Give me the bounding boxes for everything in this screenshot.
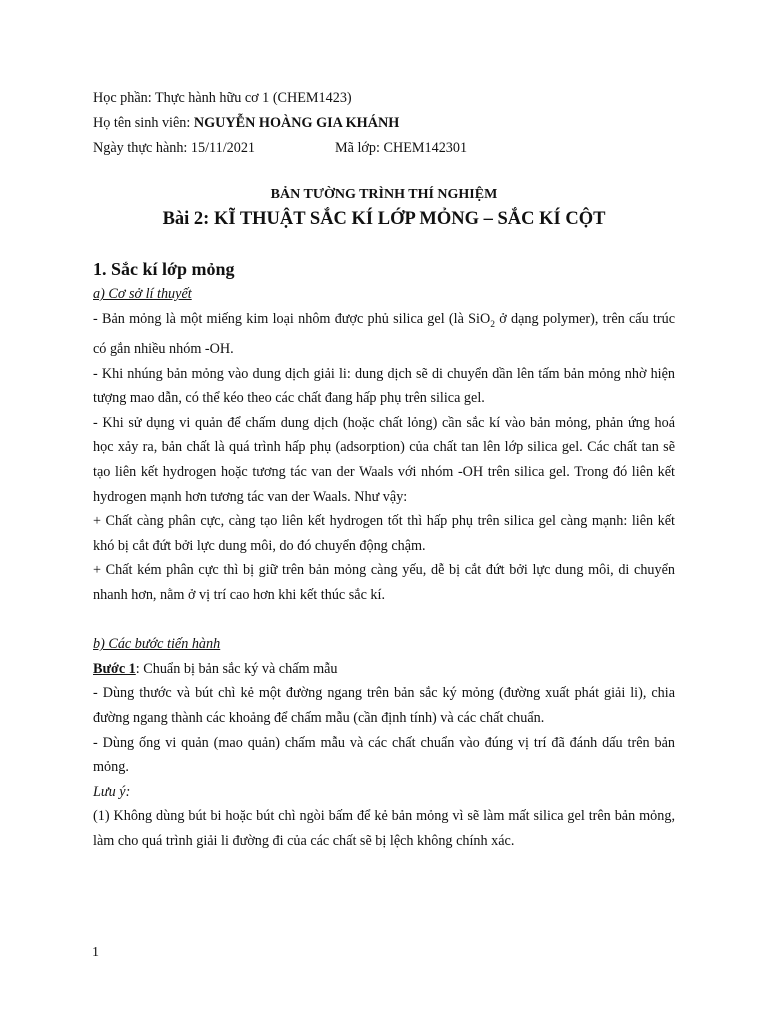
subscript: 2	[490, 319, 495, 330]
note-label: Lưu ý:	[93, 783, 131, 800]
student-line	[93, 111, 675, 136]
paragraph-text: ở dạng polymer), trên cấu trúc có gắn nhiều nhóm -OH.	[93, 310, 675, 358]
paragraph	[93, 307, 675, 362]
step-text: : Chuẩn bị bản sắc ký và chấm mẫu	[135, 660, 338, 677]
report-title: BẢN TƯỜNG TRÌNH THÍ NGHIỆM	[270, 187, 498, 202]
lesson-title: Bài 2: KĨ THUẬT SẮC KÍ LỚP MỎNG – SẮC KÍ CỘT	[162, 209, 606, 229]
paragraph: + Chất kém phân cực thì bị giữ trên bản mỏng càng yếu, dễ bị cắt đứt bởi lực dung môi, di chuyển nhanh hơn, nằm ở vị trí cao hơn khi kết thúc sắc kí.	[93, 562, 675, 603]
paragraph: - Dùng thước và bút chì kẻ một đường ngang trên bản sắc ký mỏng (đường xuất phát giải li), chia đường ngang thành các khoảng để chấm mẫu (cần định tính) và các chất chuẩn.	[93, 685, 675, 726]
paragraph: - Dùng ống vi quản (mao quản) chấm mẫu và các chất chuẩn vào đúng vị trí đã đánh dấu trên bản mỏng.	[93, 734, 675, 776]
subsection-b-heading: b) Các bước tiến hành	[93, 636, 221, 653]
date-class-line	[93, 136, 675, 161]
section-heading: 1. Sắc kí lớp mỏng	[93, 259, 235, 279]
paragraph: + Chất càng phân cực, càng tạo liên kết hydrogen tốt thì hấp phụ trên silica gel càng mạnh: liên kết khó bị cắt đứt bởi lực dung môi, do đó chuyển động chậm.	[93, 513, 675, 554]
page-number: 1	[92, 945, 99, 960]
student-label: Họ tên sinh viên:	[93, 115, 194, 131]
student-name: NGUYỄN HOÀNG GIA KHÁNH	[193, 115, 400, 131]
document-body	[93, 86, 675, 853]
practice-date: Ngày thực hành: 15/11/2021	[93, 140, 256, 156]
paragraph: - Khi nhúng bản mỏng vào dung dịch giải li: dung dịch sẽ di chuyển dần lên tấm bản mỏng nhờ hiện tượng mao dẫn, có thể kéo theo các chất đang hấp phụ trên silica gel.	[93, 365, 675, 407]
paragraph-text: - Bản mỏng là một miếng kim loại nhôm được phủ silica gel (là SiO	[93, 310, 491, 327]
course-line: Học phần: Thực hành hữu cơ 1 (CHEM1423)	[93, 90, 352, 106]
subsection-a-heading: a) Cơ sở lí thuyết	[93, 286, 192, 302]
step-line	[93, 657, 675, 682]
paragraph: - Khi sử dụng vi quản để chấm dung dịch (hoặc chất lỏng) cần sắc kí vào bản mỏng, phản ứng hoá học xảy ra, bản chất là quá trình hấp phụ (adsorption) của chất tan lên lớp silica gel. Các chất tan sẽ tạo liên kết hydrogen hoặc tương tác van der Waals với nhóm -OH trên silica gel. Trong đó liên kết hydrogen mạnh hơn tương tác van der Waals. Như vậy:	[93, 414, 675, 505]
step-label: Bước 1	[93, 660, 136, 677]
paragraph: (1) Không dùng bút bi hoặc bút chì ngòi bấm để kẻ bản mỏng vì sẽ làm mất silica gel trên bản mỏng, làm cho quá trình giải li đường đi của các chất sẽ bị lệch không chính xác.	[93, 808, 675, 849]
class-code: Mã lớp: CHEM142301	[335, 140, 468, 156]
